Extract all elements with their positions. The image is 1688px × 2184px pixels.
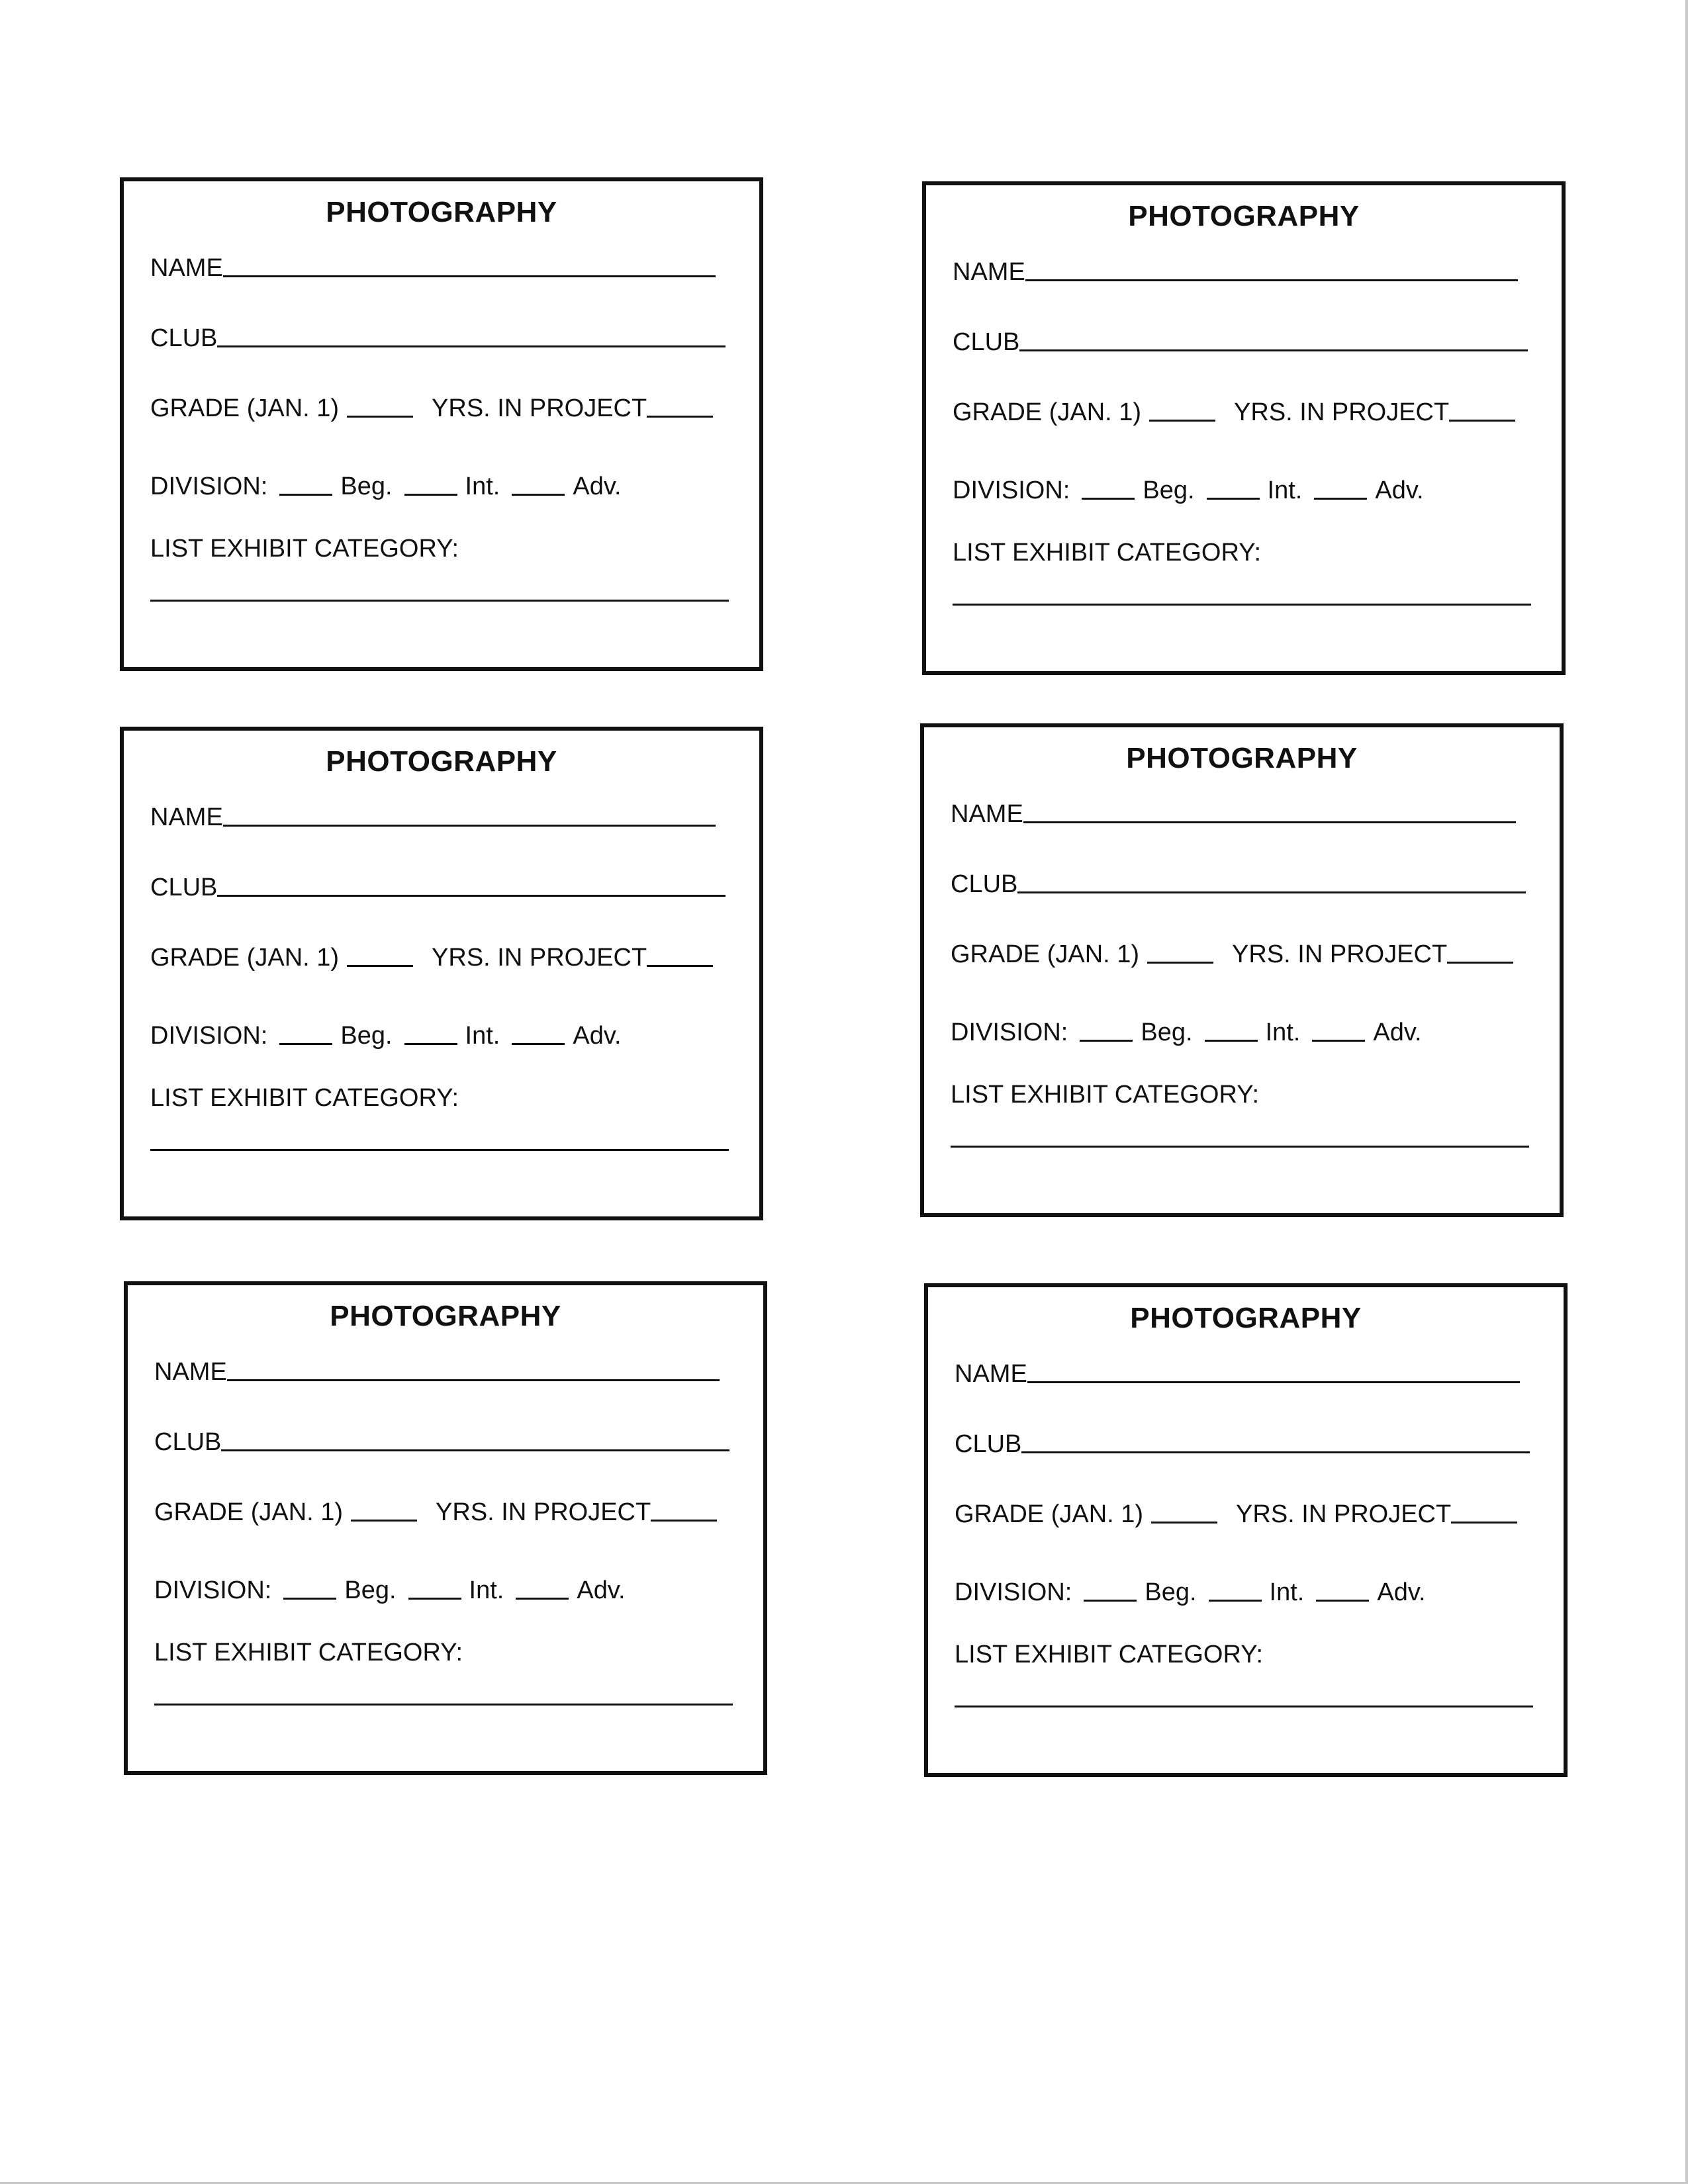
name-blank[interactable] (1025, 279, 1518, 281)
beg-blank[interactable] (279, 1042, 332, 1045)
name-label: NAME (953, 258, 1025, 286)
adv-label: Adv. (573, 473, 622, 500)
division-row (955, 1578, 1537, 1607)
club-row (154, 1428, 737, 1457)
club-blank[interactable] (1019, 349, 1528, 351)
name-row (150, 254, 733, 283)
category-row (951, 1081, 1533, 1109)
int-label: Int. (1269, 1578, 1305, 1606)
grade-row (951, 940, 1533, 969)
adv-blank[interactable] (1314, 497, 1367, 500)
grade-row (953, 398, 1535, 427)
card-title: PHOTOGRAPHY (330, 1300, 561, 1332)
category-row (955, 1641, 1537, 1669)
club-blank[interactable] (1021, 1451, 1530, 1453)
grade-blank[interactable] (347, 415, 413, 418)
grade-blank[interactable] (1151, 1521, 1217, 1524)
category-blank[interactable] (150, 1149, 729, 1151)
name-label: NAME (951, 800, 1023, 828)
name-blank[interactable] (227, 1379, 720, 1381)
category-row (953, 539, 1535, 567)
entry-card-2 (922, 181, 1566, 675)
club-blank[interactable] (217, 894, 726, 897)
division-label: DIVISION: (951, 1019, 1068, 1046)
club-row (150, 874, 733, 902)
category-row (150, 1084, 733, 1113)
division-label: DIVISION: (150, 1022, 268, 1050)
entry-card-4 (920, 723, 1564, 1217)
grade-label: GRADE (JAN. 1) (953, 398, 1142, 426)
division-row (951, 1019, 1533, 1047)
grade-row (150, 944, 733, 972)
int-blank[interactable] (408, 1597, 461, 1600)
yrs-blank[interactable] (1451, 1521, 1517, 1524)
beg-label: Beg. (340, 1022, 393, 1050)
adv-label: Adv. (1377, 1578, 1426, 1606)
adv-blank[interactable] (516, 1597, 569, 1600)
adv-label: Adv. (1373, 1019, 1422, 1046)
int-label: Int. (469, 1576, 504, 1604)
grade-blank[interactable] (1149, 419, 1215, 422)
category-label: LIST EXHIBIT CATEGORY: (951, 1081, 1260, 1109)
grade-row (150, 394, 733, 423)
name-blank[interactable] (223, 824, 716, 827)
page-edge-right (1685, 0, 1688, 2184)
int-blank[interactable] (1205, 1039, 1258, 1042)
category-row (154, 1639, 737, 1667)
beg-blank[interactable] (1084, 1599, 1137, 1602)
yrs-label: YRS. IN PROJECT (1236, 1500, 1452, 1528)
beg-blank[interactable] (283, 1597, 336, 1600)
grade-blank[interactable] (351, 1519, 417, 1522)
category-blank[interactable] (951, 1146, 1529, 1148)
name-label: NAME (955, 1360, 1027, 1388)
entry-card-5 (124, 1281, 767, 1775)
beg-blank[interactable] (1080, 1039, 1133, 1042)
yrs-blank[interactable] (1449, 419, 1515, 422)
yrs-label: YRS. IN PROJECT (1234, 398, 1450, 426)
int-label: Int. (1265, 1019, 1301, 1046)
yrs-blank[interactable] (647, 964, 713, 967)
entry-card-3 (120, 727, 763, 1220)
club-label: CLUB (154, 1428, 222, 1456)
club-label: CLUB (953, 328, 1020, 356)
category-blank[interactable] (150, 600, 729, 602)
card-title: PHOTOGRAPHY (326, 745, 557, 778)
int-label: Int. (465, 473, 500, 500)
yrs-blank[interactable] (651, 1519, 717, 1522)
adv-label: Adv. (573, 1022, 622, 1050)
grade-label: GRADE (JAN. 1) (955, 1500, 1144, 1528)
name-row (955, 1360, 1537, 1388)
division-row (154, 1576, 737, 1605)
yrs-label: YRS. IN PROJECT (432, 944, 647, 972)
category-label: LIST EXHIBIT CATEGORY: (150, 535, 459, 563)
division-row (150, 1022, 733, 1050)
yrs-label: YRS. IN PROJECT (1232, 940, 1448, 968)
grade-label: GRADE (JAN. 1) (150, 944, 340, 972)
category-blank[interactable] (154, 1704, 733, 1706)
club-blank[interactable] (217, 345, 726, 347)
category-row (150, 535, 733, 563)
grade-row (154, 1498, 737, 1527)
name-blank[interactable] (223, 275, 716, 277)
division-row (953, 477, 1535, 505)
category-label: LIST EXHIBIT CATEGORY: (150, 1084, 459, 1112)
beg-label: Beg. (1145, 1578, 1197, 1606)
name-blank[interactable] (1023, 821, 1516, 823)
club-label: CLUB (150, 874, 218, 901)
category-blank[interactable] (955, 1706, 1533, 1707)
entry-card-1 (120, 177, 763, 671)
category-label: LIST EXHIBIT CATEGORY: (955, 1641, 1264, 1668)
division-label: DIVISION: (953, 477, 1070, 504)
grade-label: GRADE (JAN. 1) (951, 940, 1140, 968)
grade-blank[interactable] (1147, 961, 1213, 964)
club-row (955, 1430, 1537, 1459)
int-label: Int. (465, 1022, 500, 1050)
club-row (150, 324, 733, 353)
name-row (951, 800, 1533, 829)
yrs-label: YRS. IN PROJECT (432, 394, 647, 422)
name-row (953, 258, 1535, 287)
name-label: NAME (154, 1358, 227, 1386)
adv-blank[interactable] (1316, 1599, 1369, 1602)
grade-label: GRADE (JAN. 1) (150, 394, 340, 422)
name-row (154, 1358, 737, 1387)
int-label: Int. (1267, 477, 1303, 504)
name-label: NAME (150, 803, 223, 831)
club-label: CLUB (955, 1430, 1022, 1458)
yrs-blank[interactable] (647, 415, 713, 418)
int-blank[interactable] (404, 493, 457, 496)
club-label: CLUB (951, 870, 1018, 898)
yrs-blank[interactable] (1447, 961, 1513, 964)
entry-card-6 (924, 1283, 1568, 1777)
name-label: NAME (150, 254, 223, 282)
division-label: DIVISION: (150, 473, 268, 500)
category-label: LIST EXHIBIT CATEGORY: (154, 1639, 463, 1666)
beg-blank[interactable] (1082, 497, 1135, 500)
grade-label: GRADE (JAN. 1) (154, 1498, 344, 1526)
card-title: PHOTOGRAPHY (326, 196, 557, 228)
club-blank[interactable] (221, 1449, 729, 1451)
club-row (951, 870, 1533, 899)
int-blank[interactable] (404, 1042, 457, 1045)
name-row (150, 803, 733, 832)
beg-label: Beg. (1141, 1019, 1193, 1046)
category-label: LIST EXHIBIT CATEGORY: (953, 539, 1262, 567)
club-label: CLUB (150, 324, 218, 352)
beg-label: Beg. (1143, 477, 1195, 504)
card-title: PHOTOGRAPHY (1130, 1302, 1362, 1334)
grade-row (955, 1500, 1537, 1529)
adv-blank[interactable] (1312, 1039, 1365, 1042)
yrs-label: YRS. IN PROJECT (436, 1498, 651, 1526)
division-row (150, 473, 733, 501)
int-blank[interactable] (1207, 497, 1260, 500)
category-blank[interactable] (953, 604, 1531, 606)
division-label: DIVISION: (154, 1576, 272, 1604)
division-label: DIVISION: (955, 1578, 1072, 1606)
card-title: PHOTOGRAPHY (1126, 742, 1358, 774)
beg-blank[interactable] (279, 493, 332, 496)
grade-blank[interactable] (347, 964, 413, 967)
club-row (953, 328, 1535, 357)
beg-label: Beg. (340, 473, 393, 500)
adv-label: Adv. (577, 1576, 626, 1604)
name-blank[interactable] (1027, 1381, 1520, 1383)
adv-label: Adv. (1375, 477, 1424, 504)
card-title: PHOTOGRAPHY (1128, 200, 1360, 232)
adv-blank[interactable] (512, 1042, 565, 1045)
club-blank[interactable] (1017, 891, 1526, 893)
adv-blank[interactable] (512, 493, 565, 496)
int-blank[interactable] (1209, 1599, 1262, 1602)
beg-label: Beg. (344, 1576, 397, 1604)
